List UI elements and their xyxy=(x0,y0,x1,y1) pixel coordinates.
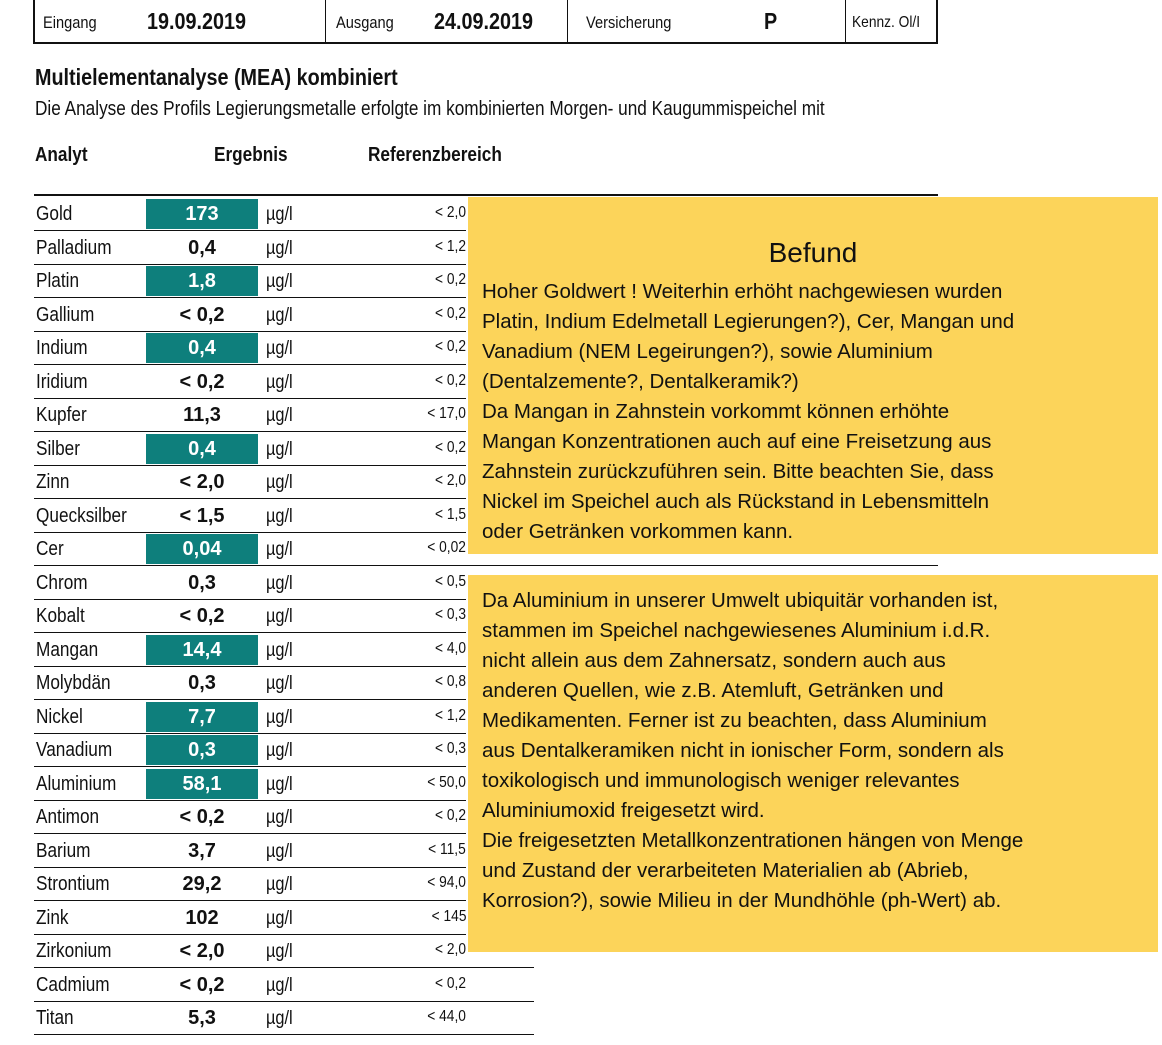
table-row xyxy=(34,667,466,700)
unit: µg/l xyxy=(266,371,293,393)
reference-range: < 1,5 xyxy=(435,505,466,523)
unit: µg/l xyxy=(266,807,293,828)
result-value: 11,3 xyxy=(183,404,221,426)
reference-range: < 44,0 xyxy=(427,1008,466,1025)
result-value: 0,3 xyxy=(188,672,216,694)
result-value: 0,3 xyxy=(188,571,216,594)
analyt-name: Antimon xyxy=(36,806,100,828)
reference-range: < 0,8 xyxy=(435,673,466,690)
table-row xyxy=(34,265,466,298)
eingang-value: 19.09.2019 xyxy=(147,8,247,34)
elevated-value-cell xyxy=(146,266,258,296)
table-row xyxy=(34,935,466,968)
analyt-name: Vanadium xyxy=(36,739,113,761)
versicherung-label: Versicherung xyxy=(586,13,672,32)
elevated-value-cell xyxy=(146,434,258,464)
value-cell xyxy=(146,568,258,598)
table-row xyxy=(34,567,466,600)
unit: µg/l xyxy=(266,740,293,761)
result-value: 7,7 xyxy=(188,705,216,728)
reference-range: < 0,02 xyxy=(427,539,466,556)
value-cell xyxy=(146,668,258,698)
table-row xyxy=(34,198,466,231)
reference-range: < 2,0 xyxy=(435,472,466,489)
reference-range: < 0,3 xyxy=(435,740,466,757)
aluminium-text: Da Aluminium in unserer Umwelt ubiquitär vorhanden ist, stammen im Speichel nachgewiesenes Aluminium i.d.R. nicht allein aus dem Zahnersatz, sondern auch aus anderen Quellen, wie z.B. Atemluft, Getränken und Medikamenten. Ferner ist zu beachten, dass Aluminium aus Dentalkeramiken nicht in ionischer Form, sondern als toxikologisch und immunologisch weniger relevantes Aluminiumoxid freigesetzt wird. Die freigesetzten Metallkonzentrationen hängen von Menge und Zustand der verarbeiteten Materialien ab (Abrieb, Korrosion?), sowie Milieu in der Mundhöhle (ph-Wert) ab. xyxy=(482,589,1024,912)
value-cell xyxy=(146,300,258,330)
reference-range: < 2,0 xyxy=(435,941,466,958)
result-value: < 2,0 xyxy=(179,940,225,962)
result-value: < 0,2 xyxy=(179,973,225,996)
analyt-name: Molybdän xyxy=(36,672,111,694)
eingang-label: Eingang xyxy=(43,13,97,32)
result-value: < 0,2 xyxy=(179,370,225,393)
elevated-value-cell xyxy=(146,534,258,564)
unit: µg/l xyxy=(266,204,293,225)
elevated-value-cell xyxy=(146,735,258,765)
result-value: 3,7 xyxy=(188,839,216,862)
reference-range: < 11,5 xyxy=(428,840,466,858)
unit: µg/l xyxy=(266,572,293,594)
report-subtitle: Die Analyse des Profils Legierungsmetalle erfolgte im kombinierten Morgen- und Kaugummispeichel mit xyxy=(35,98,825,120)
elevated-value-cell xyxy=(146,769,258,799)
header-bar xyxy=(33,0,938,44)
unit: µg/l xyxy=(266,874,293,895)
table-row xyxy=(34,232,466,265)
table-row xyxy=(34,734,466,767)
result-value: 173 xyxy=(185,203,219,225)
result-value: 1,8 xyxy=(188,270,216,292)
report-title: Multielementanalyse (MEA) kombiniert xyxy=(35,64,398,90)
value-cell xyxy=(146,367,258,397)
elevated-value-cell xyxy=(146,199,258,229)
befund-note xyxy=(468,197,1158,554)
table-row xyxy=(34,902,466,935)
unit: µg/l xyxy=(266,438,293,460)
table-row xyxy=(34,366,466,399)
analyt-name: Cadmium xyxy=(36,973,110,996)
value-cell xyxy=(146,601,258,631)
elevated-value-cell xyxy=(146,635,258,665)
ausgang-cell xyxy=(325,0,565,42)
table-row xyxy=(34,701,466,734)
value-cell xyxy=(146,1003,258,1033)
analyt-name: Gold xyxy=(36,203,73,225)
value-cell xyxy=(146,836,258,866)
result-value: 29,2 xyxy=(182,873,222,895)
analyt-name: Silber xyxy=(36,437,80,460)
value-cell xyxy=(146,802,258,832)
reference-range: < 0,2 xyxy=(435,974,466,992)
unit: µg/l xyxy=(266,405,293,426)
table-row xyxy=(34,533,466,566)
elevated-value-cell xyxy=(146,333,258,363)
reference-range: < 1,2 xyxy=(435,237,466,255)
result-value: < 1,5 xyxy=(179,504,225,527)
analyt-name: Kupfer xyxy=(36,404,87,426)
unit: µg/l xyxy=(266,907,293,929)
table-row xyxy=(34,868,466,901)
unit: µg/l xyxy=(266,237,293,259)
versicherung-value: P xyxy=(764,8,778,34)
unit: µg/l xyxy=(266,974,293,996)
analyt-name: Chrom xyxy=(36,571,88,594)
analyt-name: Strontium xyxy=(36,873,110,895)
reference-range: < 0,2 xyxy=(435,438,466,456)
value-cell xyxy=(146,970,258,1000)
analyt-name: Aluminium xyxy=(36,772,117,795)
unit: µg/l xyxy=(266,840,293,862)
reference-range: < 145 xyxy=(431,907,466,925)
table-row xyxy=(34,299,466,332)
table-row xyxy=(34,801,466,834)
unit: µg/l xyxy=(266,606,293,627)
analyt-name: Titan xyxy=(36,1007,74,1029)
result-value: 0,4 xyxy=(188,236,216,259)
reference-range: < 1,2 xyxy=(435,706,466,724)
analyt-name: Palladium xyxy=(36,236,112,259)
table-top-rule xyxy=(34,194,938,196)
kennz-label: Kennz. Ol/I xyxy=(852,14,921,31)
table-row xyxy=(34,399,466,432)
result-value: < 2,0 xyxy=(179,471,225,493)
unit: µg/l xyxy=(266,338,293,359)
value-cell xyxy=(146,400,258,430)
reference-range: < 0,2 xyxy=(435,271,466,288)
result-value: < 0,2 xyxy=(179,303,225,326)
versicherung-cell xyxy=(567,0,845,42)
table-row xyxy=(34,433,466,466)
reference-range: < 0,5 xyxy=(435,572,466,590)
kennz-cell xyxy=(845,0,940,42)
analyt-name: Iridium xyxy=(36,370,88,393)
analyt-name: Gallium xyxy=(36,303,95,326)
result-value: 5,3 xyxy=(188,1007,216,1029)
column-header-analyt: Analyt xyxy=(35,144,88,166)
value-cell xyxy=(146,233,258,263)
reference-range: < 0,2 xyxy=(435,338,466,355)
value-cell xyxy=(146,903,258,933)
reference-range: < 0,2 xyxy=(435,807,466,824)
result-value: < 0,2 xyxy=(179,605,225,627)
analyt-name: Quecksilber xyxy=(36,504,127,527)
table-row xyxy=(34,466,466,499)
analyt-name: Mangan xyxy=(36,638,99,661)
analyt-name: Zink xyxy=(36,906,69,929)
unit: µg/l xyxy=(266,505,293,527)
ausgang-value: 24.09.2019 xyxy=(434,8,534,34)
analyt-name: Cer xyxy=(36,538,64,560)
unit: µg/l xyxy=(266,773,293,795)
befund-title: Befund xyxy=(768,237,858,268)
reference-range: < 17,0 xyxy=(427,405,466,422)
unit: µg/l xyxy=(266,539,293,560)
reference-range: < 94,0 xyxy=(427,874,466,891)
unit: µg/l xyxy=(266,941,293,962)
reference-range: < 4,0 xyxy=(435,639,466,657)
reference-range: < 0,2 xyxy=(435,371,466,389)
value-cell xyxy=(146,869,258,899)
result-value: 0,4 xyxy=(188,437,216,460)
unit: µg/l xyxy=(266,304,293,326)
befund-text: Hoher Goldwert ! Weiterhin erhöht nachgewiesen wurden Platin, Indium Edelmetall Legierungen?), Cer, Mangan und Vanadium (NEM Legeirungen?), sowie Aluminium (Dentalzemente?, Dentalkeramik?) Da Mangan in Zahnstein vorkommt können erhöhte Mangan Konzentrationen auch auf eine Freisetzung aus Zahnstein zurückzuführen sein. Bitte beachten Sie, dass Nickel im Speichel auch als Rückstand in Lebensmitteln oder Getränken vorkommen kann. xyxy=(482,280,1015,543)
analyt-name: Zinn xyxy=(36,471,70,493)
table-row xyxy=(34,600,466,633)
analyt-name: Zirkonium xyxy=(36,940,112,962)
value-cell xyxy=(146,467,258,497)
table-row xyxy=(34,1002,534,1035)
result-value: 14,4 xyxy=(182,638,222,661)
result-value: < 0,2 xyxy=(179,806,225,828)
unit: µg/l xyxy=(266,673,293,694)
value-cell xyxy=(146,936,258,966)
analyt-name: Nickel xyxy=(36,705,83,728)
elevated-value-cell xyxy=(146,702,258,732)
table-row xyxy=(34,332,466,365)
result-value: 0,4 xyxy=(188,337,216,359)
column-header-ergebnis: Ergebnis xyxy=(214,144,288,166)
unit: µg/l xyxy=(266,472,293,493)
table-row xyxy=(34,969,534,1002)
table-row xyxy=(34,634,466,667)
result-value: 0,3 xyxy=(188,739,216,761)
result-value: 102 xyxy=(185,906,219,929)
analyt-name: Barium xyxy=(36,839,91,862)
table-row xyxy=(34,768,466,801)
value-cell xyxy=(146,501,258,531)
table-row xyxy=(34,835,466,868)
unit: µg/l xyxy=(266,271,293,292)
reference-range: < 2,0 xyxy=(435,204,466,221)
row-rule xyxy=(34,1034,534,1035)
subtitle-clip xyxy=(0,90,936,130)
unit: µg/l xyxy=(266,639,293,661)
result-value: 58,1 xyxy=(182,772,222,795)
column-header-referenz: Referenzbereich xyxy=(368,144,502,166)
reference-range: < 0,3 xyxy=(435,606,466,623)
table-row xyxy=(34,500,466,533)
analyt-name: Kobalt xyxy=(36,605,85,627)
result-value: 0,04 xyxy=(182,538,222,560)
unit: µg/l xyxy=(266,706,293,728)
reference-range: < 0,2 xyxy=(435,304,466,322)
unit: µg/l xyxy=(266,1008,293,1029)
reference-range: < 50,0 xyxy=(427,773,466,791)
analyt-name: Platin xyxy=(36,270,80,292)
analyt-name: Indium xyxy=(36,337,88,359)
aluminium-note xyxy=(468,575,1158,952)
ausgang-label: Ausgang xyxy=(336,13,394,32)
